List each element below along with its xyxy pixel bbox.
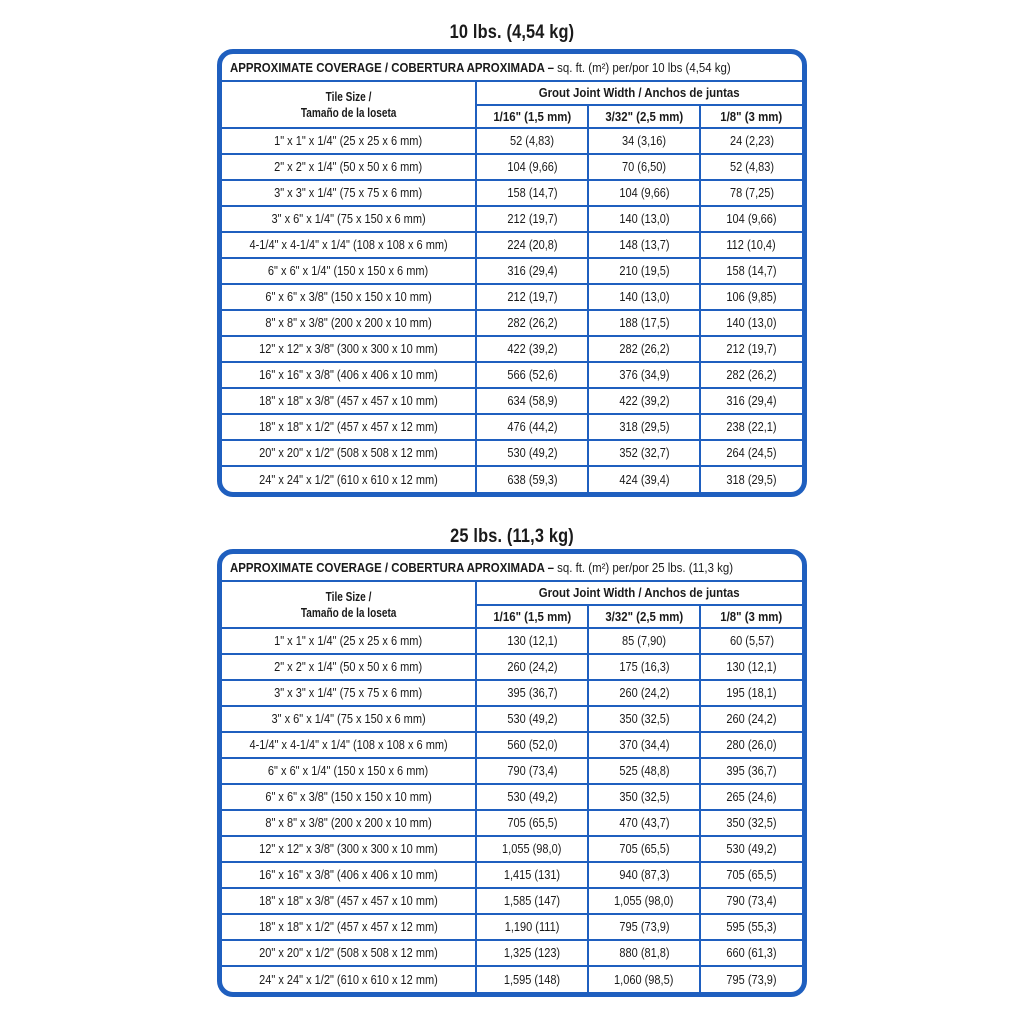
coverage-1-16-cell: 476 (44,2)	[476, 414, 588, 440]
coverage-1-16-cell: 530 (49,2)	[476, 784, 588, 810]
table-row	[222, 128, 802, 154]
table-caption	[222, 554, 802, 582]
coverage-1-8-cell: 106 (9,85)	[700, 284, 802, 310]
tile-size-header-line1: Tile Size /	[325, 588, 372, 604]
tile-size-cell: 8" x 8" x 3/8" (200 x 200 x 10 mm)	[222, 810, 476, 836]
coverage-3-32-cell: 422 (39,2)	[588, 388, 700, 414]
table-row	[222, 284, 802, 310]
table-row	[222, 414, 802, 440]
tile-size-cell: 12" x 12" x 3/8" (300 x 300 x 10 mm)	[222, 836, 476, 862]
tile-size-cell: 1" x 1" x 1/4" (25 x 25 x 6 mm)	[222, 128, 476, 154]
table-row	[222, 180, 802, 206]
coverage-grid	[222, 82, 802, 492]
coverage-3-32-cell: 175 (16,3)	[588, 654, 700, 680]
coverage-1-16-cell: 1,325 (123)	[476, 940, 588, 966]
tile-size-cell: 12" x 12" x 3/8" (300 x 300 x 10 mm)	[222, 336, 476, 362]
tile-size-cell: 16" x 16" x 3/8" (406 x 406 x 10 mm)	[222, 862, 476, 888]
coverage-1-8-cell: 280 (26,0)	[700, 732, 802, 758]
coverage-grid	[222, 582, 802, 992]
caption-rest: sq. ft. (m²) per/por 10 lbs (4,54 kg)	[553, 59, 731, 75]
coverage-1-16-cell: 224 (20,8)	[476, 232, 588, 258]
coverage-1-8-cell: 112 (10,4)	[700, 232, 802, 258]
tile-size-cell: 24" x 24" x 1/2" (610 x 610 x 12 mm)	[222, 966, 476, 992]
coverage-1-8-cell: 595 (55,3)	[700, 914, 802, 940]
coverage-1-16-cell: 530 (49,2)	[476, 440, 588, 466]
table-row	[222, 206, 802, 232]
tile-size-cell: 16" x 16" x 3/8" (406 x 406 x 10 mm)	[222, 362, 476, 388]
col-header-1-16: 1/16" (1,5 mm)	[476, 605, 588, 628]
table-caption	[222, 54, 802, 82]
tile-size-header-line2: Tamaño de la loseta	[300, 104, 397, 120]
coverage-1-16-cell: 52 (4,83)	[476, 128, 588, 154]
coverage-3-32-cell: 370 (34,4)	[588, 732, 700, 758]
col-header-3-32: 3/32" (2,5 mm)	[588, 105, 700, 128]
coverage-3-32-cell: 188 (17,5)	[588, 310, 700, 336]
coverage-3-32-cell: 352 (32,7)	[588, 440, 700, 466]
table-row	[222, 810, 802, 836]
table-row	[222, 654, 802, 680]
coverage-1-16-cell: 260 (24,2)	[476, 654, 588, 680]
coverage-3-32-cell: 140 (13,0)	[588, 206, 700, 232]
coverage-3-32-cell: 318 (29,5)	[588, 414, 700, 440]
coverage-table-25lbs	[217, 549, 807, 997]
tile-size-cell: 6" x 6" x 3/8" (150 x 150 x 10 mm)	[222, 784, 476, 810]
coverage-1-16-cell: 130 (12,1)	[476, 628, 588, 654]
tile-size-cell: 3" x 6" x 1/4" (75 x 150 x 6 mm)	[222, 206, 476, 232]
coverage-1-16-cell: 282 (26,2)	[476, 310, 588, 336]
coverage-1-16-cell: 1,595 (148)	[476, 966, 588, 992]
table-body	[222, 128, 802, 492]
section-title-10lbs: 10 lbs. (4,54 kg)	[449, 22, 575, 43]
tile-size-cell: 20" x 20" x 1/2" (508 x 508 x 12 mm)	[222, 440, 476, 466]
coverage-1-8-cell: 212 (19,7)	[700, 336, 802, 362]
tile-size-cell: 2" x 2" x 1/4" (50 x 50 x 6 mm)	[222, 154, 476, 180]
tile-size-cell: 20" x 20" x 1/2" (508 x 508 x 12 mm)	[222, 940, 476, 966]
coverage-3-32-cell: 260 (24,2)	[588, 680, 700, 706]
table-row	[222, 758, 802, 784]
coverage-1-8-cell: 195 (18,1)	[700, 680, 802, 706]
coverage-1-8-cell: 264 (24,5)	[700, 440, 802, 466]
tile-size-cell: 3" x 6" x 1/4" (75 x 150 x 6 mm)	[222, 706, 476, 732]
coverage-3-32-cell: 525 (48,8)	[588, 758, 700, 784]
tile-size-cell: 4-1/4" x 4-1/4" x 1/4" (108 x 108 x 6 mm)	[222, 732, 476, 758]
table-row	[222, 466, 802, 492]
coverage-1-8-cell: 140 (13,0)	[700, 310, 802, 336]
tile-size-cell: 6" x 6" x 3/8" (150 x 150 x 10 mm)	[222, 284, 476, 310]
coverage-1-16-cell: 316 (29,4)	[476, 258, 588, 284]
coverage-1-16-cell: 634 (58,9)	[476, 388, 588, 414]
tile-size-cell: 1" x 1" x 1/4" (25 x 25 x 6 mm)	[222, 628, 476, 654]
table-row	[222, 362, 802, 388]
tile-size-header-line2: Tamaño de la loseta	[300, 604, 397, 620]
coverage-1-8-cell: 78 (7,25)	[700, 180, 802, 206]
tile-size-cell: 6" x 6" x 1/4" (150 x 150 x 6 mm)	[222, 758, 476, 784]
coverage-1-16-cell: 1,415 (131)	[476, 862, 588, 888]
coverage-3-32-cell: 470 (43,7)	[588, 810, 700, 836]
tile-size-cell: 18" x 18" x 1/2" (457 x 457 x 12 mm)	[222, 914, 476, 940]
table-row	[222, 154, 802, 180]
coverage-1-8-cell: 316 (29,4)	[700, 388, 802, 414]
coverage-3-32-cell: 424 (39,4)	[588, 466, 700, 492]
coverage-1-8-cell: 130 (12,1)	[700, 654, 802, 680]
table-row	[222, 258, 802, 284]
grout-width-header: Grout Joint Width / Anchos de juntas	[476, 582, 802, 605]
coverage-3-32-cell: 282 (26,2)	[588, 336, 700, 362]
coverage-3-32-cell: 940 (87,3)	[588, 862, 700, 888]
tile-size-cell: 2" x 2" x 1/4" (50 x 50 x 6 mm)	[222, 654, 476, 680]
tile-size-header-line1: Tile Size /	[325, 88, 372, 104]
tile-size-cell: 4-1/4" x 4-1/4" x 1/4" (108 x 108 x 6 mm)	[222, 232, 476, 258]
coverage-1-16-cell: 422 (39,2)	[476, 336, 588, 362]
coverage-1-8-cell: 104 (9,66)	[700, 206, 802, 232]
coverage-1-8-cell: 318 (29,5)	[700, 466, 802, 492]
coverage-1-8-cell: 158 (14,7)	[700, 258, 802, 284]
tile-size-cell: 3" x 3" x 1/4" (75 x 75 x 6 mm)	[222, 180, 476, 206]
table-row	[222, 628, 802, 654]
coverage-3-32-cell: 210 (19,5)	[588, 258, 700, 284]
coverage-3-32-cell: 34 (3,16)	[588, 128, 700, 154]
coverage-1-8-cell: 395 (36,7)	[700, 758, 802, 784]
coverage-1-8-cell: 660 (61,3)	[700, 940, 802, 966]
coverage-3-32-cell: 795 (73,9)	[588, 914, 700, 940]
table-row	[222, 680, 802, 706]
coverage-3-32-cell: 85 (7,90)	[588, 628, 700, 654]
coverage-1-16-cell: 1,055 (98,0)	[476, 836, 588, 862]
table-body	[222, 628, 802, 992]
tile-size-cell: 24" x 24" x 1/2" (610 x 610 x 12 mm)	[222, 466, 476, 492]
section-title-25lbs: 25 lbs. (11,3 kg)	[450, 526, 574, 547]
caption-bold: APPROXIMATE COVERAGE / COBERTURA APROXIMADA –	[230, 559, 554, 575]
coverage-3-32-cell: 1,055 (98,0)	[588, 888, 700, 914]
coverage-1-8-cell: 530 (49,2)	[700, 836, 802, 862]
table-row	[222, 784, 802, 810]
coverage-1-16-cell: 705 (65,5)	[476, 810, 588, 836]
col-header-3-32: 3/32" (2,5 mm)	[588, 605, 700, 628]
coverage-1-16-cell: 395 (36,7)	[476, 680, 588, 706]
tile-size-cell: 8" x 8" x 3/8" (200 x 200 x 10 mm)	[222, 310, 476, 336]
coverage-1-8-cell: 260 (24,2)	[700, 706, 802, 732]
table-row	[222, 732, 802, 758]
coverage-1-16-cell: 560 (52,0)	[476, 732, 588, 758]
tile-size-header	[222, 82, 476, 128]
coverage-1-8-cell: 350 (32,5)	[700, 810, 802, 836]
coverage-1-8-cell: 265 (24,6)	[700, 784, 802, 810]
tile-size-cell: 18" x 18" x 3/8" (457 x 457 x 10 mm)	[222, 388, 476, 414]
table-row	[222, 836, 802, 862]
coverage-1-16-cell: 212 (19,7)	[476, 206, 588, 232]
caption-rest: sq. ft. (m²) per/por 25 lbs. (11,3 kg)	[553, 559, 734, 575]
table-row	[222, 440, 802, 466]
table-row	[222, 388, 802, 414]
coverage-1-8-cell: 790 (73,4)	[700, 888, 802, 914]
tile-size-cell: 3" x 3" x 1/4" (75 x 75 x 6 mm)	[222, 680, 476, 706]
col-header-1-8: 1/8" (3 mm)	[700, 105, 802, 128]
coverage-1-16-cell: 638 (59,3)	[476, 466, 588, 492]
coverage-1-8-cell: 24 (2,23)	[700, 128, 802, 154]
coverage-1-8-cell: 795 (73,9)	[700, 966, 802, 992]
coverage-1-16-cell: 530 (49,2)	[476, 706, 588, 732]
table-row	[222, 914, 802, 940]
coverage-3-32-cell: 705 (65,5)	[588, 836, 700, 862]
coverage-1-16-cell: 158 (14,7)	[476, 180, 588, 206]
coverage-1-16-cell: 1,585 (147)	[476, 888, 588, 914]
table-row	[222, 888, 802, 914]
tile-size-cell: 6" x 6" x 1/4" (150 x 150 x 6 mm)	[222, 258, 476, 284]
tile-size-header	[222, 582, 476, 628]
coverage-1-8-cell: 52 (4,83)	[700, 154, 802, 180]
coverage-3-32-cell: 350 (32,5)	[588, 706, 700, 732]
coverage-3-32-cell: 70 (6,50)	[588, 154, 700, 180]
table-row	[222, 862, 802, 888]
col-header-1-8: 1/8" (3 mm)	[700, 605, 802, 628]
coverage-3-32-cell: 350 (32,5)	[588, 784, 700, 810]
coverage-3-32-cell: 148 (13,7)	[588, 232, 700, 258]
table-row	[222, 966, 802, 992]
coverage-1-8-cell: 282 (26,2)	[700, 362, 802, 388]
coverage-1-8-cell: 238 (22,1)	[700, 414, 802, 440]
coverage-1-16-cell: 212 (19,7)	[476, 284, 588, 310]
col-header-1-16: 1/16" (1,5 mm)	[476, 105, 588, 128]
table-row	[222, 336, 802, 362]
coverage-3-32-cell: 880 (81,8)	[588, 940, 700, 966]
coverage-3-32-cell: 1,060 (98,5)	[588, 966, 700, 992]
coverage-3-32-cell: 376 (34,9)	[588, 362, 700, 388]
caption-bold: APPROXIMATE COVERAGE / COBERTURA APROXIMADA –	[230, 59, 554, 75]
table-row	[222, 940, 802, 966]
coverage-1-8-cell: 705 (65,5)	[700, 862, 802, 888]
table-row	[222, 310, 802, 336]
grout-width-header: Grout Joint Width / Anchos de juntas	[476, 82, 802, 105]
table-row	[222, 706, 802, 732]
tile-size-cell: 18" x 18" x 1/2" (457 x 457 x 12 mm)	[222, 414, 476, 440]
coverage-1-8-cell: 60 (5,57)	[700, 628, 802, 654]
coverage-table-10lbs	[217, 49, 807, 497]
tile-size-cell: 18" x 18" x 3/8" (457 x 457 x 10 mm)	[222, 888, 476, 914]
coverage-1-16-cell: 790 (73,4)	[476, 758, 588, 784]
coverage-1-16-cell: 566 (52,6)	[476, 362, 588, 388]
coverage-3-32-cell: 104 (9,66)	[588, 180, 700, 206]
table-row	[222, 232, 802, 258]
coverage-3-32-cell: 140 (13,0)	[588, 284, 700, 310]
coverage-1-16-cell: 1,190 (111)	[476, 914, 588, 940]
coverage-1-16-cell: 104 (9,66)	[476, 154, 588, 180]
